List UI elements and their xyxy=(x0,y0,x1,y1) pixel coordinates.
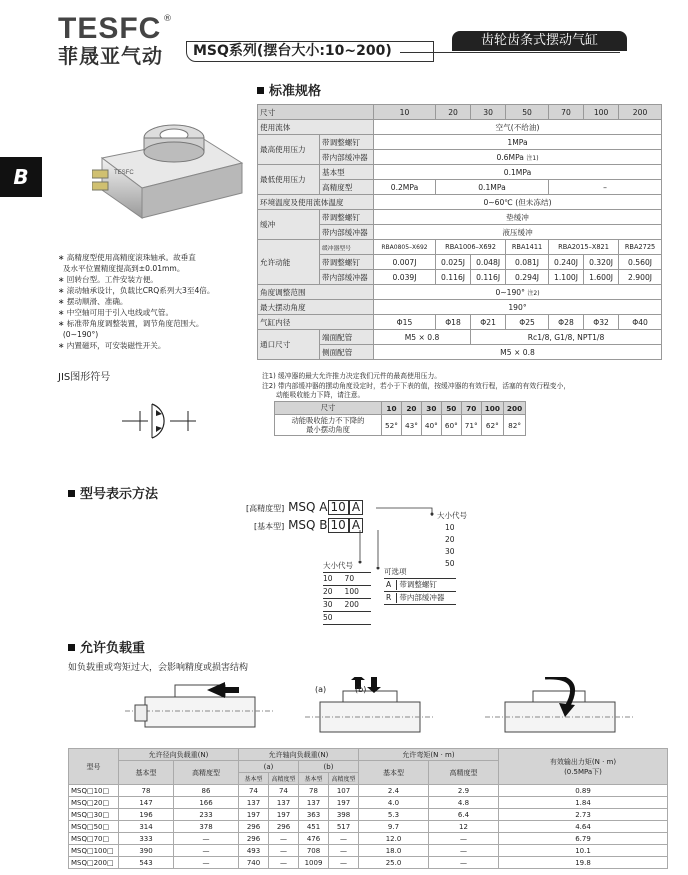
spec-notes: 注1) 缓冲器的最大允许推力决定我们元件的最高使用压力。 注2) 带内部缓冲器的摆动角度设定时，若小于下表的值，按缓冲器的有效行程，活塞的有效行程变小， 动能吸收能力下降，请注意。 xyxy=(262,372,571,399)
table-row: MSQ□70□ 333 — 296 — 476 — 12.0 — 6.79 xyxy=(69,833,668,845)
logo-cn-text: 菲晟亚气动 xyxy=(58,44,163,68)
spec-header-row: 尺寸 10 20 30 50 70 100 200 xyxy=(258,105,662,120)
feature-item: 及水平位置精度提高到±0.01mm。 xyxy=(62,264,185,273)
spec-row: 使用流体 空气(不给油) xyxy=(258,120,662,135)
allowable-load-subtitle: 如负载重或弯矩过大，会影响精度或损害结构 xyxy=(68,663,249,673)
spec-section-title: 标准规格 xyxy=(257,80,321,99)
spec-row: 允许动能 缓冲器型号 RBA0805–X692 RBA1006–X692 RBA1411 RBA2015–X821 RBA2725 xyxy=(258,240,662,255)
table-row: MSQ□30□ 196 233 197 197 363 398 5.3 6.4 2.73 xyxy=(69,809,668,821)
spec-row: 缓冲 带调整螺钉 垫缓冲 xyxy=(258,210,662,225)
table-row: MSQ□10□ 78 86 74 74 78 107 2.4 2.9 0.89 xyxy=(69,785,668,797)
spec-row: 带内部缓冲器 0.039J 0.116J 0.116J 0.294J 1.100J 1.600J 2.900J xyxy=(258,270,662,285)
jis-symbol-icon xyxy=(118,396,208,446)
feature-item: ∗ 中空轴可用于引入电线或气管。 xyxy=(58,308,174,317)
registered-mark: ® xyxy=(163,14,172,24)
table-row: MSQ□20□ 147 166 137 137 137 197 4.0 4.8 1.84 xyxy=(69,797,668,809)
feature-item: ∗ 内置磁环，可安装磁性开关。 xyxy=(58,341,166,350)
size-codes-left: 大小代号 10 70 20 100 30 200 50 xyxy=(323,560,371,625)
category-tab: 齿轮齿条式摆动气缸 xyxy=(452,31,627,51)
allowable-load-title: 允许负载重 xyxy=(68,637,145,656)
load-diagrams xyxy=(115,677,680,747)
spec-table xyxy=(257,104,662,360)
feature-item: (0~190°) xyxy=(62,330,99,339)
spec-row: 最大摆动角度 190° xyxy=(258,300,662,315)
spec-row: 气缸内径 Φ15 Φ18 Φ21 Φ25 Φ28 Φ32 Φ40 xyxy=(258,315,662,330)
spec-row: 带内部缓冲器 0.6MPa 注1) xyxy=(258,150,662,165)
model-code-high: [高精度型] MSQ A 10 A xyxy=(246,500,363,515)
feature-item: ∗ 高精度型使用高精度滚珠轴承。故垂直 xyxy=(58,253,196,262)
model-code-basic: [基本型] MSQ B 10 A xyxy=(254,518,363,533)
feature-item: ∗ 回转台型。工件安装方便。 xyxy=(58,275,158,284)
spec-row: 带调整螺钉 0.007J 0.025J 0.048J 0.081J 0.240J 0.320J 0.560J xyxy=(258,255,662,270)
spec-row: 环境温度及使用流体温度 0~60℃ (但未冻结) xyxy=(258,195,662,210)
product-image xyxy=(92,118,252,228)
label-a: (a) xyxy=(315,685,327,694)
feature-list xyxy=(58,252,258,351)
option-codes: 可选项 A 带调整螺钉 R 带内部缓冲器 xyxy=(384,566,456,605)
size-codes-right: 大小代号 10 20 30 50 xyxy=(437,511,467,568)
table-row: MSQ□50□ 314 378 296 296 451 517 9.7 12 4.64 xyxy=(69,821,668,833)
spec-row: 角度调整范围 0~190° 注2) xyxy=(258,285,662,300)
svg-text:TESFC: TESFC xyxy=(114,170,134,176)
spec-row: 最高使用压力 带调整螺钉 1MPa xyxy=(258,135,662,150)
feature-item: ∗ 摆动顺滑、准确。 xyxy=(58,297,128,306)
spec-row: 通口尺寸 端面配管 M5 × 0.8 Rc1/8, G1/8, NPT1/8 xyxy=(258,330,662,345)
allowable-load-table: 型号 允许径向负载重(N) 允许轴向负载重(N) 允许弯矩(N · m) 有效输出力矩(N · m) (0.5MPa下) 基本型 高精度型 (a) (b) 基本型 高精度型 基本型 高精度型 基本型 高精度型 MSQ□10□ 78 86 74 74 78 107 2.4 2.9 0.89 MSQ□20□ 147 166 137 137 137 197 4.0 4.8 1.84 MSQ□30□ 196 233 197 197 363 398 5.3 6.4 2.73 MSQ□50□ 314 378 296 296 451 517 9.7 12 4.64 MSQ□70□ 333 — 296 — 476 — 12.0 — 6.79 MSQ□100□ 390 — 493 — 708 — 18.0 — 10.1 MSQ□200□ 543 — 740 — 1009 — 25.0 — 19.8 xyxy=(68,748,668,869)
table-row: MSQ□100□ 390 — 493 — 708 — 18.0 — 10.1 xyxy=(69,845,668,857)
table-row: MSQ□200□ 543 — 740 — 1009 — 25.0 — 19.8 xyxy=(69,857,668,869)
section-marker: B xyxy=(0,157,42,197)
feature-item: ∗ 标准带角度调整装置，调节角度范围大。 xyxy=(58,319,204,328)
spec-row: 侧面配管 M5 × 0.8 xyxy=(258,345,662,360)
feature-item: ∗ 滚动轴承设计，负载比CRQ系列大3至4倍。 xyxy=(58,286,215,295)
jis-title: JIS图形符号 xyxy=(58,372,111,383)
min-angle-table: 尺寸 10 20 30 50 70 100 200 动能吸收能力不下降的 最小摆动角度 52° 43° 40° 60° 71° 62° 82° xyxy=(274,401,526,436)
spec-row: 带内部缓冲器 液压缓冲 xyxy=(258,225,662,240)
logo-text: TESFC xyxy=(58,12,162,45)
label-b: (b) xyxy=(355,685,367,694)
series-title: MSQ系列(摆台大小:10~200) xyxy=(186,41,434,62)
model-code-title: 型号表示方法 xyxy=(68,483,158,502)
header-rule xyxy=(400,52,620,53)
spec-row: 最低使用压力 基本型 0.1MPa xyxy=(258,165,662,180)
spec-row: 高精度型 0.2MPa 0.1MPa – xyxy=(258,180,662,195)
